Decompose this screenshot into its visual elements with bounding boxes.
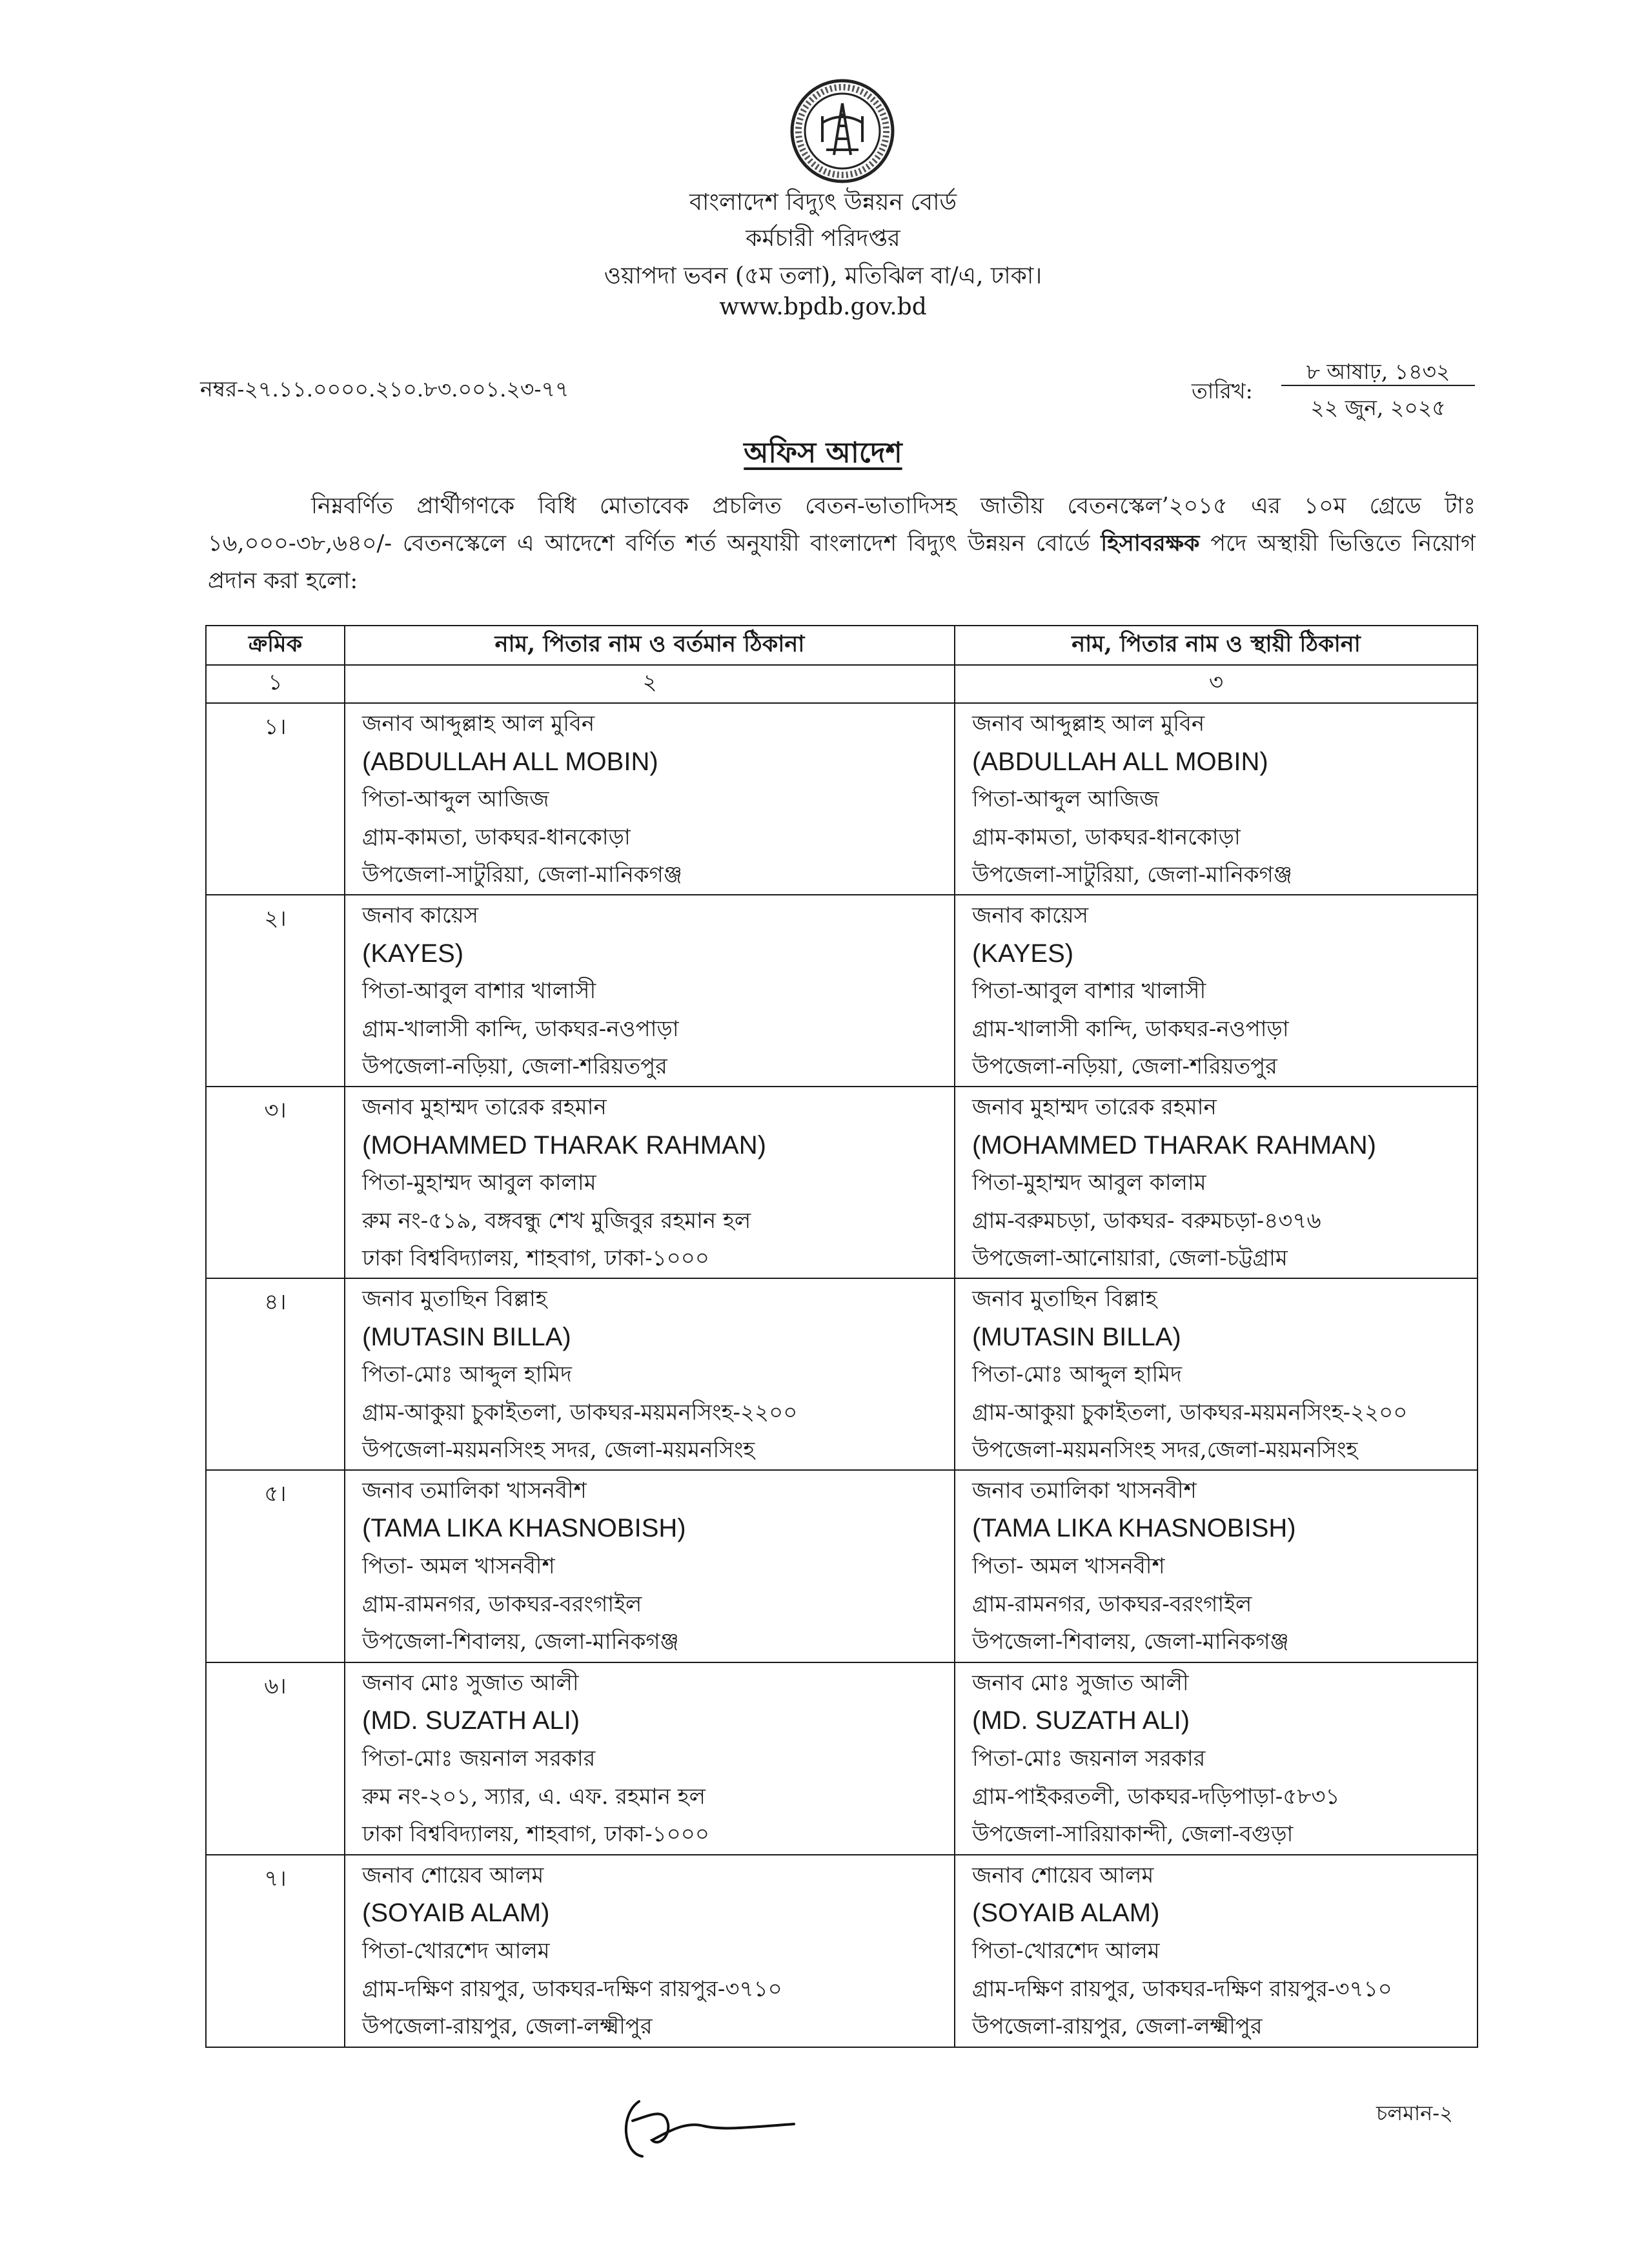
present-address-cell — [345, 1087, 955, 1278]
table-row — [206, 1087, 1478, 1278]
district-line: উপজেলা-ময়মনসিংহ সদর,জেলা-ময়মনসিংহ — [972, 1437, 1358, 1464]
column-number: ৩ — [955, 665, 1478, 703]
english-name-line: (ABDULLAH ALL MOBIN) — [362, 747, 658, 776]
name-line: জনাব মুহাম্মদ তারেক রহমান — [972, 1094, 1217, 1120]
father-name-line: পিতা-আবুল বাশার খালাসী — [972, 978, 1206, 1005]
english-name-line: (ABDULLAH ALL MOBIN) — [972, 747, 1268, 776]
address-line: গ্রাম-খালাসী কান্দি, ডাকঘর-নওপাড়া — [972, 1016, 1289, 1042]
table-row — [206, 1855, 1478, 2047]
memo-number: নম্বর-২৭.১১.০০০০.২১০.৮৩.০০১.২৩-৭৭ — [200, 376, 569, 402]
english-name-line: (KAYES) — [362, 939, 464, 968]
date-gregorian: ২২ জুন, ২০২৫ — [1310, 395, 1446, 420]
district-line: ঢাকা বিশ্ববিদ্যালয়, শাহবাগ, ঢাকা-১০০০ — [362, 1245, 709, 1272]
district-line: উপজেলা-নড়িয়া, জেলা-শরিয়তপুর — [362, 1054, 667, 1080]
address-line: রুম নং-২০১, স্যার, এ. এফ. রহমান হল — [362, 1783, 706, 1810]
district-line: উপজেলা-সাটুরিয়া, জেলা-মানিকগঞ্জ — [362, 862, 682, 888]
district-line: উপজেলা-শিবালয়, জেলা-মানিকগঞ্জ — [972, 1629, 1289, 1655]
father-name-line: পিতা-মোঃ আব্দুল হামিদ — [972, 1362, 1182, 1388]
district-line: ঢাকা বিশ্ববিদ্যালয়, শাহবাগ, ঢাকা-১০০০ — [362, 1821, 709, 1848]
district-line: উপজেলা-সাটুরিয়া, জেলা-মানিকগঞ্জ — [972, 862, 1292, 888]
table-row — [206, 703, 1478, 895]
table-row — [206, 895, 1478, 1087]
father-name-line: পিতা-খোরশেদ আলম — [972, 1938, 1160, 1965]
english-name-line: (MUTASIN BILLA) — [972, 1322, 1181, 1351]
english-name-line: (MD. SUZATH ALI) — [972, 1706, 1190, 1735]
present-address-cell — [345, 1278, 955, 1470]
serial-number: ৪। — [206, 1278, 345, 1470]
father-name-line: পিতা- অমল খাসনবীশ — [362, 1553, 555, 1580]
name-line: জনাব তমালিকা খাসনবীশ — [362, 1477, 587, 1504]
order-title-text: অফিস আদেশ — [744, 436, 902, 469]
present-address-cell — [345, 703, 955, 895]
name-line: জনাব আব্দুল্লাহ আল মুবিন — [972, 711, 1205, 737]
address-line: গ্রাম-পাইকরতলী, ডাকঘর-দড়িপাড়া-৫৮৩১ — [972, 1783, 1340, 1810]
column-number: ১ — [206, 665, 345, 703]
serial-number: ২। — [206, 895, 345, 1087]
intro-paragraph — [208, 487, 1476, 600]
table-header-row — [206, 626, 1478, 665]
website-link[interactable]: www.bpdb.gov.bd — [719, 294, 927, 320]
header-permanent-address: নাম, পিতার নাম ও স্থায়ী ঠিকানা — [955, 626, 1478, 665]
date-divider — [1281, 385, 1475, 386]
district-line: উপজেলা-সারিয়াকান্দী, জেলা-বগুড়া — [972, 1821, 1294, 1848]
address-line: গ্রাম-রামনগর, ডাকঘর-বরংগাইল — [362, 1591, 642, 1617]
present-address-cell — [345, 895, 955, 1087]
serial-number: ১। — [206, 703, 345, 895]
district-line: উপজেলা-রায়পুর, জেলা-লক্ষ্মীপুর — [972, 2014, 1263, 2040]
signature — [613, 2076, 807, 2166]
order-title — [0, 431, 1646, 478]
permanent-address-cell — [955, 1278, 1478, 1470]
name-line: জনাব কায়েস — [972, 902, 1089, 928]
name-line: জনাব মুতাছিন বিল্লাহ — [362, 1285, 547, 1312]
intro-text-after: পদে অস্থায়ী ভিত্তিতে নিয়োগ প্রদান করা হলো: — [208, 531, 1476, 594]
father-name-line: পিতা-আবুল বাশার খালাসী — [362, 978, 596, 1005]
english-name-line: (MOHAMMED THARAK RAHMAN) — [972, 1130, 1376, 1160]
name-line: জনাব শোয়েব আলম — [972, 1862, 1154, 1888]
father-name-line: পিতা-খোরশেদ আলম — [362, 1938, 550, 1965]
father-name-line: পিতা-আব্দুল আজিজ — [362, 786, 549, 813]
english-name-line: (TAMA LIKA KHASNOBISH) — [972, 1514, 1296, 1543]
present-address-cell — [345, 1662, 955, 1855]
office-address: ওয়াপদা ভবন (৫ম তলা), মতিঝিল বা/এ, ঢাকা। — [604, 263, 1042, 289]
name-line: জনাব তমালিকা খাসনবীশ — [972, 1477, 1197, 1504]
table-row — [206, 1470, 1478, 1662]
english-name-line: (TAMA LIKA KHASNOBISH) — [362, 1514, 686, 1543]
header-present-address: নাম, পিতার নাম ও বর্তমান ঠিকানা — [345, 626, 955, 665]
father-name-line: পিতা-মোঃ আব্দুল হামিদ — [362, 1362, 572, 1388]
permanent-address-cell — [955, 1855, 1478, 2047]
district-line: উপজেলা-রায়পুর, জেলা-লক্ষ্মীপুর — [362, 2014, 653, 2040]
district-line: উপজেলা-ময়মনসিংহ সদর, জেলা-ময়মনসিংহ — [362, 1437, 755, 1464]
permanent-address-cell — [955, 1470, 1478, 1662]
address-line: গ্রাম-খালাসী কান্দি, ডাকঘর-নওপাড়া — [362, 1016, 679, 1042]
address-line: গ্রাম-আকুয়া চুকাইতলা, ডাকঘর-ময়মনসিংহ-২২০০ — [972, 1399, 1408, 1425]
name-line: জনাব মুতাছিন বিল্লাহ — [972, 1285, 1157, 1312]
continued-marker: চলমান-২ — [1376, 2101, 1453, 2125]
serial-number: ৩। — [206, 1087, 345, 1278]
serial-number: ৭। — [206, 1855, 345, 2047]
name-line: জনাব মোঃ সুজাত আলী — [362, 1670, 579, 1696]
bpdb-logo — [789, 77, 896, 185]
father-name-line: পিতা-মোঃ জয়নাল সরকার — [362, 1746, 596, 1772]
name-line: জনাব আব্দুল্লাহ আল মুবিন — [362, 711, 595, 737]
column-number-row — [206, 665, 1478, 703]
father-name-line: পিতা-আব্দুল আজিজ — [972, 786, 1159, 813]
english-name-line: (KAYES) — [972, 939, 1074, 968]
date-label: তারিখ: — [1192, 378, 1253, 404]
permanent-address-cell — [955, 1662, 1478, 1855]
address-line: গ্রাম-আকুয়া চুকাইতলা, ডাকঘর-ময়মনসিংহ-২২০০ — [362, 1399, 798, 1425]
district-line: উপজেলা-শিবালয়, জেলা-মানিকগঞ্জ — [362, 1629, 679, 1655]
name-line: জনাব কায়েস — [362, 902, 479, 928]
english-name-line: (SOYAIB ALAM) — [362, 1899, 550, 1928]
english-name-line: (MOHAMMED THARAK RAHMAN) — [362, 1130, 766, 1160]
name-line: জনাব মোঃ সুজাত আলী — [972, 1670, 1189, 1696]
serial-number: ৬। — [206, 1662, 345, 1855]
present-address-cell — [345, 1855, 955, 2047]
intro-text-before: নিম্নবর্ণিত প্রার্থীগণকে বিধি মোতাবেক প্রচলিত বেতন-ভাতাদিসহ জাতীয় বেতনস্কেল’২০১৫ এর ১০ম গ্রেডে টাঃ ১৬,০০০-৩৮,৬৪০/- বেতনস্কেলে এ আদেশে বর্ণিত শর্ত অনুযায়ী বাংলাদেশ বিদ্যুৎ উন্নয়ন বোর্ডে — [208, 493, 1476, 557]
address-line: রুম নং-৫১৯, বঙ্গবন্ধু শেখ মুজিবুর রহমান হল — [362, 1207, 751, 1234]
permanent-address-cell — [955, 703, 1478, 895]
permanent-address-cell — [955, 895, 1478, 1087]
name-line: জনাব শোয়েব আলম — [362, 1862, 544, 1888]
table-row — [206, 1278, 1478, 1470]
address-line: গ্রাম-রামনগর, ডাকঘর-বরংগাইল — [972, 1591, 1252, 1617]
department-name: কর্মচারী পরিদপ্তর — [746, 225, 900, 252]
address-line: গ্রাম-কামতা, ডাকঘর-ধানকোড়া — [362, 824, 631, 850]
english-name-line: (MD. SUZATH ALI) — [362, 1706, 580, 1735]
father-name-line: পিতা-মুহাম্মদ আবুল কালাম — [362, 1170, 596, 1196]
post-name: হিসাবরক্ষক — [1101, 530, 1200, 557]
english-name-line: (MUTASIN BILLA) — [362, 1322, 571, 1351]
father-name-line: পিতা-মোঃ জয়নাল সরকার — [972, 1746, 1206, 1772]
column-number: ২ — [345, 665, 955, 703]
candidates-table — [205, 625, 1478, 2048]
table-row — [206, 1662, 1478, 1855]
english-name-line: (SOYAIB ALAM) — [972, 1899, 1160, 1928]
name-line: জনাব মুহাম্মদ তারেক রহমান — [362, 1094, 607, 1120]
father-name-line: পিতা-মুহাম্মদ আবুল কালাম — [972, 1170, 1206, 1196]
district-line: উপজেলা-নড়িয়া, জেলা-শরিয়তপুর — [972, 1054, 1277, 1080]
address-line: গ্রাম-দক্ষিণ রায়পুর, ডাকঘর-দক্ষিণ রায়পুর-৩৭১০ — [972, 1976, 1392, 2002]
organization-name: বাংলাদেশ বিদ্যুৎ উন্নয়ন বোর্ড — [689, 189, 957, 216]
address-line: গ্রাম-দক্ষিণ রায়পুর, ডাকঘর-দক্ষিণ রায়পুর-৩৭১০ — [362, 1976, 782, 2002]
district-line: উপজেলা-আনোয়ারা, জেলা-চট্টগ্রাম — [972, 1245, 1288, 1272]
present-address-cell — [345, 1470, 955, 1662]
address-line: গ্রাম-কামতা, ডাকঘর-ধানকোড়া — [972, 824, 1241, 850]
address-line: গ্রাম-বরুমচড়া, ডাকঘর- বরুমচড়া-৪৩৭৬ — [972, 1207, 1321, 1234]
header-serial: ক্রমিক — [206, 626, 345, 665]
father-name-line: পিতা- অমল খাসনবীশ — [972, 1553, 1165, 1580]
serial-number: ৫। — [206, 1470, 345, 1662]
permanent-address-cell — [955, 1087, 1478, 1278]
date-bangla: ৮ আষাঢ়, ১৪৩২ — [1306, 359, 1450, 384]
